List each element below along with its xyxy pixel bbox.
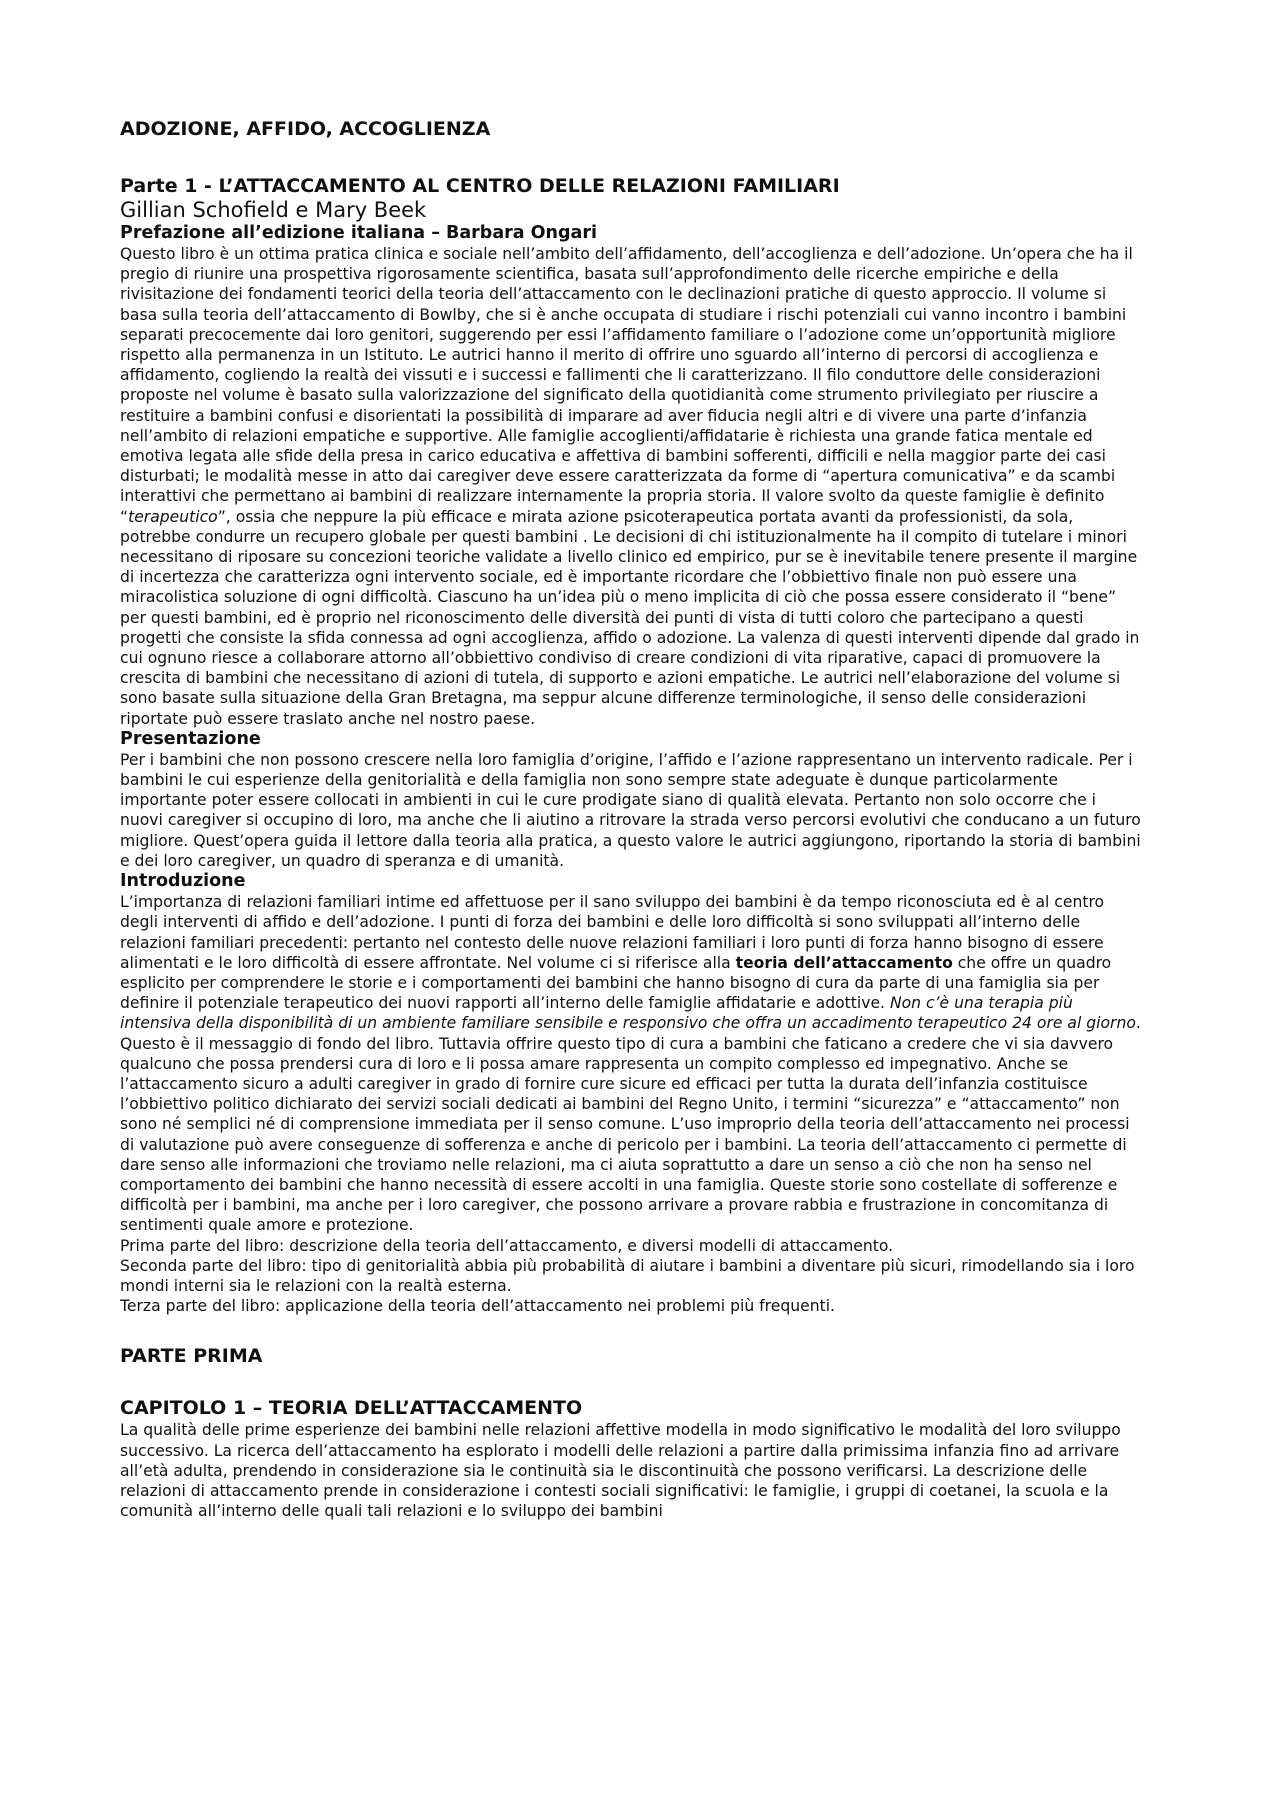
capitolo-1-heading: CAPITOLO 1 – TEORIA DELL’ATTACCAMENTO bbox=[120, 1397, 583, 1420]
introduzione-text-b: che offre un quadro esplicito per comprendere le storie e i comportamenti dei bambini che hanno bisogno di cura da parte di una famiglia sia per definire il potenziale terapeutico dei nuovi rapporti all’interno delle famiglie affidatarie e adottive. bbox=[120, 953, 1112, 1013]
introduzione-heading: Introduzione bbox=[120, 871, 246, 892]
introduzione-text-c: . Questo è il messaggio di fondo del libro. Tuttavia offrire questo tipo di cura a bambini che faticano a credere che vi sia davvero qualcuno che possa prendersi cura di loro e li possa amare rappresenta un compito complesso ed impegnativo. Anche se l’attaccamento sicuro a adulti caregiver in grado di fornire cure sicure ed efficaci per tutta la durata dell’infanzia costituisce l’obbiettivo politico dichiarato dei servizi sociali dedicati ai bambini del Regno Unito, i termini “sicurezza” e “attaccamento” non sono né semplici né di comprensione immediata per il senso comune. L’uso improprio della teoria dell’attaccamento nei processi di valutazione può avere conseguenze di sofferenza e anche di pericolo per i bambini. La teoria dell’attaccamento ci permette di dare senso alle informazioni che troviamo nelle relazioni, ma ci aiuta soprattutto a dare un senso a ciò che non ha senso nel comportamento dei bambini che hanno necessità di essere accolti in una famiglia. Queste storie sono costellate di sofferenze e difficoltà per i bambini, ma anche per i loro caregiver, che possono arrivare a provare rabbia e frustrazione in concomitanza di sentimenti quale amore e protezione. bbox=[120, 1014, 1141, 1235]
introduzione-parte-prima-note: Prima parte del libro: descrizione della teoria dell’attaccamento, e diversi modelli di attaccamento. bbox=[120, 1236, 894, 1255]
presentazione-heading: Presentazione bbox=[120, 728, 261, 749]
introduzione-text-italic: Non c’è una terapia più intensiva della disponibilità di un ambiente familiare sensibile e responsivo che offra un accadimento terapeutico 24 ore al giorno bbox=[120, 994, 1136, 1033]
part-1-title: Parte 1 - L’ATTACCAMENTO AL CENTRO DELLE RELAZIONI FAMILIARI bbox=[120, 175, 840, 197]
book-authors: Gillian Schofield e Mary Beek bbox=[120, 198, 427, 222]
document-title: ADOZIONE, AFFIDO, ACCOGLIENZA bbox=[120, 118, 491, 140]
introduzione-parte-seconda-note: Seconda parte del libro: tipo di genitorialità abbia più probabilità di aiutare i bambini a diventare più sicuri, rimodellando sia i loro mondi interni sia le relazioni con la realtà esterna. bbox=[120, 1256, 1135, 1295]
prefazione-text-italic: terapeutico bbox=[128, 507, 218, 526]
introduzione-text-bold: teoria dell’attaccamento bbox=[735, 953, 953, 972]
introduzione-paragraph bbox=[120, 892, 1142, 1235]
prefazione-text-a: Questo libro è un ottima pratica clinica e sociale nell’ambito dell’affidamento, dell’accoglienza e dell’adozione. Un’opera che ha il pregio di riunire una prospettiva rigorosamente scientifica, basata sull’approfondimento delle ricerche empiriche e della rivisitazione dei fondamenti teorici della teoria dell’attaccamento con le declinazioni pratiche di questo approccio. Il volume si basa sulla teoria dell’attaccamento di Bowlby, che si è anche occupata di studiare i rischi potenziali cui vanno incontro i bambini separati precocemente dai loro genitori, suggerendo per essi l’affidamento familiare o l’adozione come un’opportunità migliore rispetto alla permanenza in un Istituto. Le autrici hanno il merito di offrire uno sguardo all’interno di percorsi di accoglienza e affidamento, cogliendo la realtà dei vissuti e i successi e fallimenti che li caratterizzano. Il filo conduttore delle considerazioni proposte nel volume è basato sulla valorizzazione del significato della quotidianità come strumento privilegiato per riuscire a restituire a bambini confusi e disorientati la possibilità di imparare ad aver fiducia negli altri e di vivere una parte d’infanzia nell’ambito di relazioni empatiche e supportive. Alle famiglie accoglienti/affidatarie è richiesta una grande fatica mentale ed emotiva legata alle sfide della presa in carico educativa e affettiva di bambini sofferenti, difficili e nella maggior parte dei casi disturbati; le modalità messe in atto dai caregiver deve essere caratterizzata da forme di “apertura comunicativa” e da scambi interattivi che permettano ai bambini di realizzare internamente la propria storia. Il valore svolto da queste famiglie è definito “ bbox=[120, 245, 1133, 526]
introduzione-text-a: L’importanza di relazioni familiari intime ed affettuose per il sano sviluppo dei bambini è da tempo riconosciuta ed è al centro degli interventi di affido e dell’adozione. I punti di forza dei bambini e delle loro difficoltà si sono sviluppati all’interno delle relazioni familiari precedenti: pertanto nel contesto delle nuove relazioni familiari i loro punti di forza hanno bisogno di essere alimentati e le loro difficoltà di essere affrontate. Nel volume ci si riferisce alla bbox=[120, 893, 1105, 972]
prefazione-text-b: ”, ossia che neppure la più efficace e mirata azione psicoterapeutica portata avanti da professionisti, da sola, potrebbe condurre un recupero globale per questi bambini . Le decisioni di chi istituzionalmente ha il compito di tutelare i minori necessitano di riposare su concezioni teoriche validate a livello clinico ed empirico, pur se è inevitabile tenere presente il margine di incertezza che caratterizza ogni intervento sociale, ed è importante ricordare che l’obbiettivo finale non può essere una miracolistica soluzione di ogni difficoltà. Ciascuno ha un’idea più o meno implicita di ciò che possa essere considerato il “bene” per questi bambini, ed è proprio nel riconoscimento delle diversità dei punti di vista di tutti coloro che partecipano a questi progetti che consiste la sfida connessa ad ogni accoglienza, affido o adozione. La valenza di questi interventi dipende dal grado in cui ognuno riesce a collaborare attorno all’obbiettivo condiviso di creare condizioni di vita riparative, capaci di promuovere la crescita di bambini che necessitano di azioni di tutela, di supporto e azioni empatiche. Le autrici nell’elaborazione del volume si sono basate sulla situazione della Gran Bretagna, ma seppur alcune differenze terminologiche, il senso delle considerazioni riportate può essere traslato anche nel nostro paese. bbox=[120, 507, 1140, 728]
presentazione-paragraph: Per i bambini che non possono crescere nella loro famiglia d’origine, l’affido e l’azione rappresentano un intervento radicale. Per i bambini le cui esperienze della genitorialità e della famiglia non sono sempre state adeguate è dunque particolarmente importante poter essere collocati in ambienti in cui le cure prodigate siano di qualità elevata. Pertanto non solo occorre che i nuovi caregiver si occupino di loro, ma anche che li aiutino a ritrovare la strada verso percorsi evolutivi che conducano a un futuro migliore. Quest’opera guida il lettore dalla teoria alla pratica, a questo valore le autrici aggiungono, riportando la storia di bambini e dei loro caregiver, un quadro di speranza e di umanità. bbox=[120, 750, 1141, 870]
parte-prima-heading: PARTE PRIMA bbox=[120, 1345, 263, 1368]
prefazione-paragraph bbox=[120, 244, 1142, 729]
prefazione-heading: Prefazione all’edizione italiana – Barbara Ongari bbox=[120, 223, 597, 243]
capitolo-1-paragraph: La qualità delle prime esperienze dei bambini nelle relazioni affettive modella in modo significativo le modalità del loro sviluppo successivo. La ricerca dell’attaccamento ha esplorato i modelli delle relazioni a partire dalla primissima infanzia fino ad arrivare all’età adulta, prendendo in considerazione sia le continuità sia le discontinuità che possono verificarsi. La descrizione delle relazioni di attaccamento prende in considerazione i contesti sociali significativi: le famiglie, i gruppi di coetanei, la scuola e la comunità all’interno delle quali tali relazioni e lo sviluppo dei bambini bbox=[120, 1421, 1121, 1521]
introduzione-parte-terza-note: Terza parte del libro: applicazione della teoria dell’attaccamento nei problemi più frequenti. bbox=[120, 1297, 835, 1316]
